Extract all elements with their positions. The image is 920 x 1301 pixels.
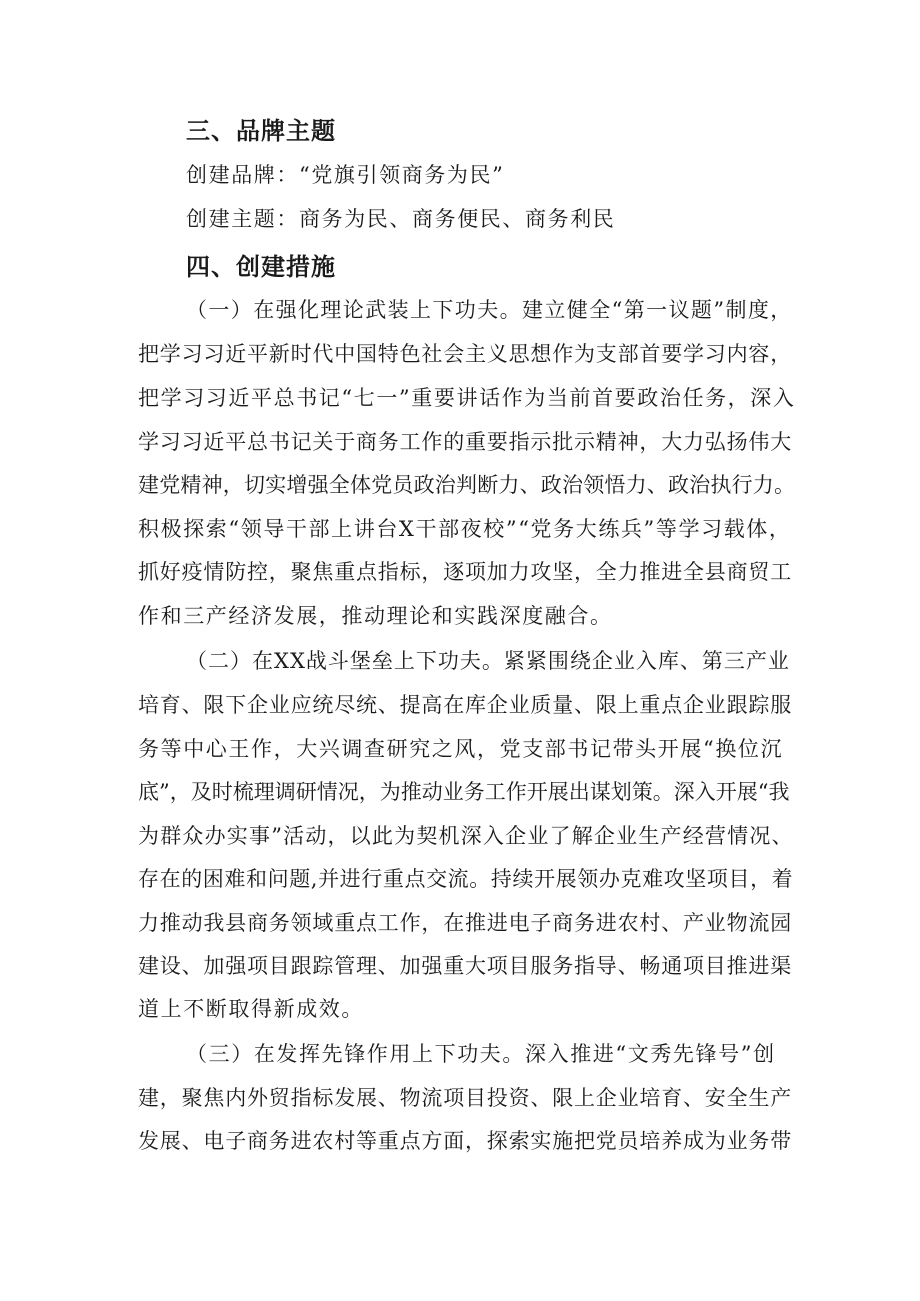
- paragraph-line: 务等中心王作，大兴调查研究之风，党支部书记带头开展“换位沉: [138, 737, 784, 761]
- paragraph-line: 把学习习近平总书记“七一”重要讲话作为当前首要政治任务，深入: [138, 386, 796, 410]
- paragraph-line: 建党精神，切实增强全体党员政治判断力、政治领悟力、政治执行力。: [138, 473, 796, 497]
- paragraph-line: 把学习习近平新时代中国特色社会主义思想作为支部首要学习内容，: [138, 342, 792, 366]
- paragraph-line: 道上不断取得新成效。: [138, 997, 364, 1021]
- theme-line: 创建主题：商务为民、商务便民、商务利民: [186, 207, 616, 231]
- paragraph-line: 培育、限下企业应统尽统、提高在库企业质量、限上重点企业跟踪服: [138, 693, 792, 717]
- paragraph-line: 为群众办实事”活动，以此为契机深入企业了解企业生产经营情况、: [138, 824, 794, 848]
- section-3-heading: 三、品牌主题: [186, 117, 336, 145]
- paragraph-line: 建设、加强项目跟踪管理、加强重大项目服务指导、畅通项目推进渠: [138, 954, 792, 978]
- paragraph-line: （三）在发挥先锋作用上下功夫。深入推进“文秀先锋号”创: [186, 1042, 776, 1066]
- brand-line: 创建品牌：“党旗引领商务为民”: [186, 163, 505, 187]
- paragraph-line: 作和三产经济发展，推动理论和实践深度融合。: [138, 604, 613, 628]
- paragraph-line: 抓好疫情防控，聚焦重点指标，逐项加力攻坚，全力推进全县商贸工: [138, 560, 792, 584]
- paragraph-line: 存在的困难和问题,并进行重点交流。持续开展领办克难攻坚项目，着: [138, 867, 794, 891]
- paragraph-line: （二）在XX战斗堡垒上下功夫。紧紧围绕企业入库、第三产业: [186, 649, 790, 673]
- section-4-heading: 四、创建措施: [186, 253, 336, 281]
- paragraph-line: 发展、电子商务进农村等重点方面，探索实施把党员培养成为业务带: [138, 1129, 792, 1153]
- paragraph-line: 积极探索“领导干部上讲台X干部夜校”“党务大练兵”等学习载体，: [138, 517, 792, 541]
- paragraph-line: 力推动我县商务领域重点工作，在推进电子商务进农村、产业物流园: [138, 911, 792, 935]
- paragraph-line: 建，聚焦内外贸指标发展、物流项目投资、限上企业培育、安全生产: [138, 1086, 792, 1110]
- paragraph-line: 学习习近平总书记关于商务工作的重要指示批示精神，大力弘扬伟大: [138, 430, 792, 454]
- paragraph-line: 底”，及时梳理调研情况，为推动业务工作开展出谋划策。深入开展“我: [138, 780, 790, 804]
- paragraph-line: （一）在强化理论武装上下功夫。建立健全“第一议题”制度，: [186, 298, 793, 322]
